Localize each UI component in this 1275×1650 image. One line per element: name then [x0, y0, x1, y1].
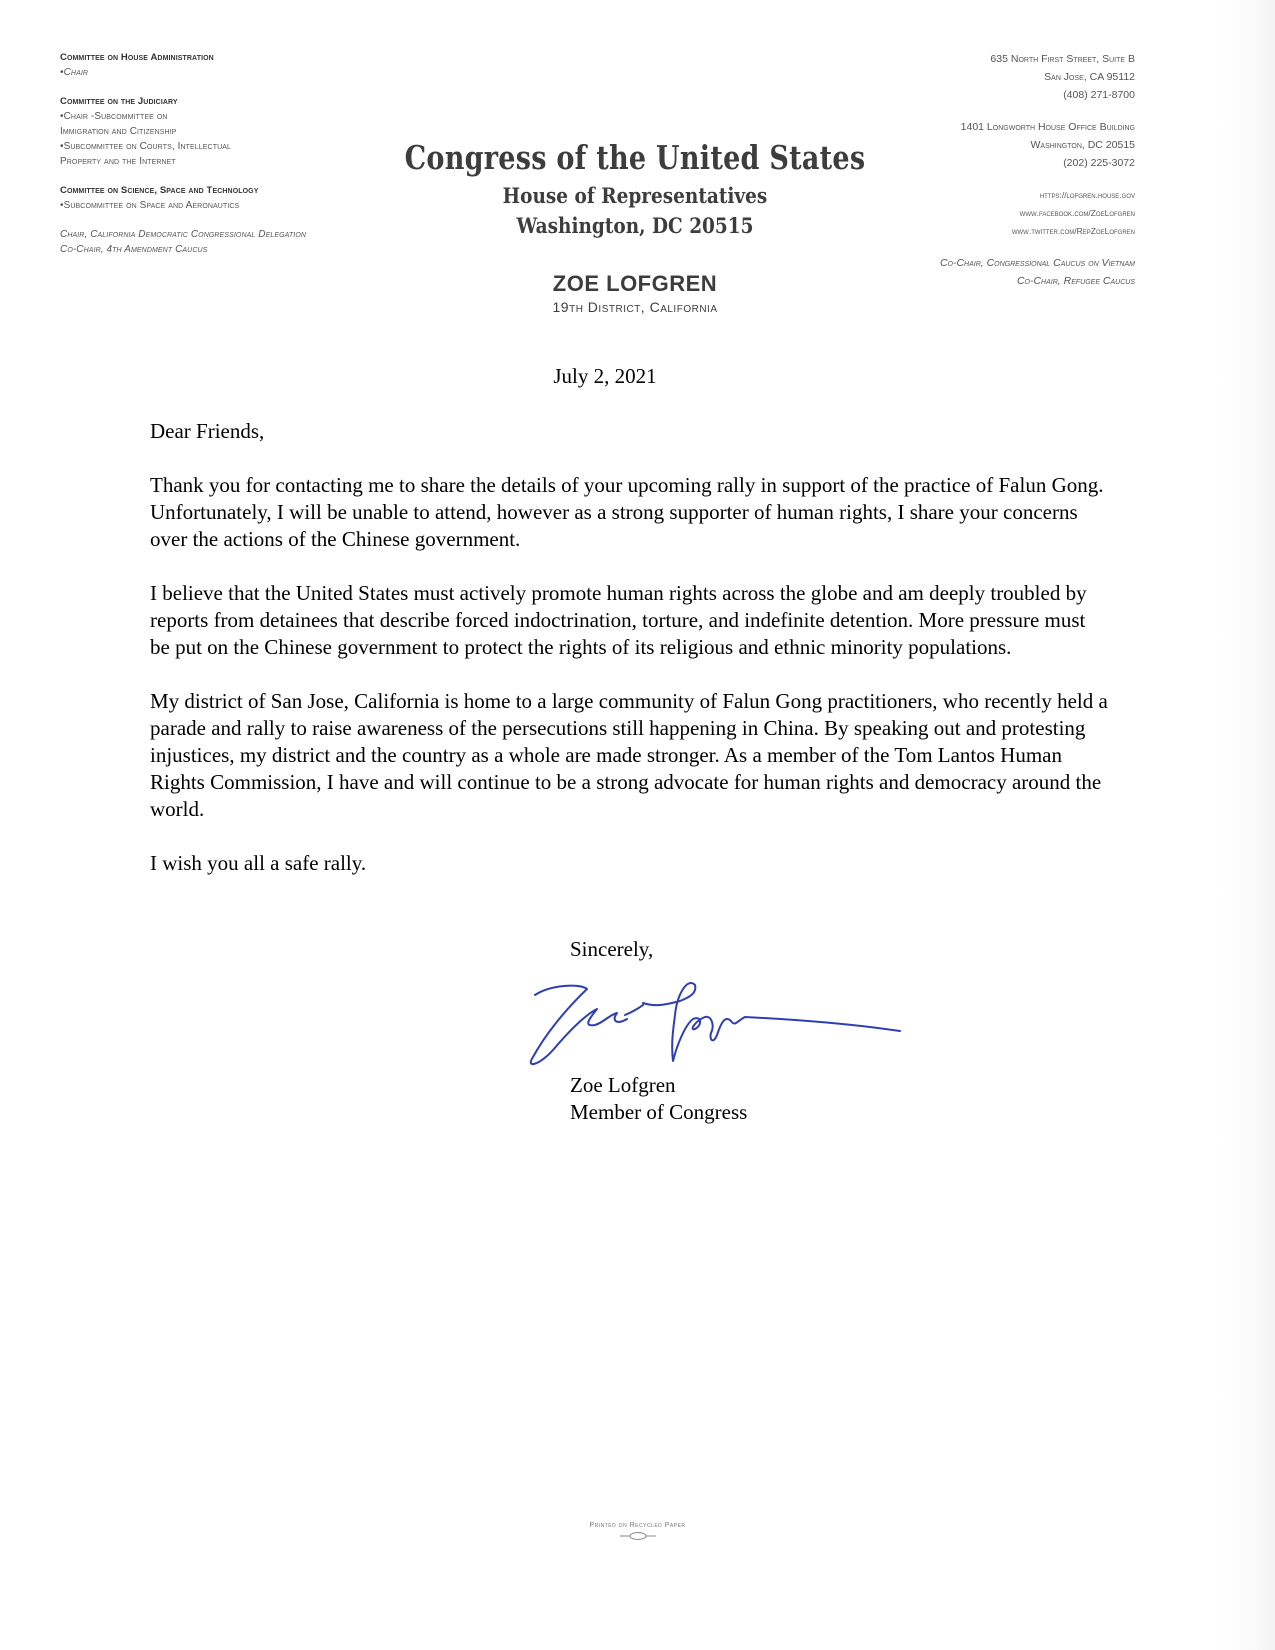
- office-phone: (202) 225-3072: [1063, 157, 1135, 169]
- committee-heading: Committee on House Administration: [60, 52, 214, 63]
- caucus-role: Co-Chair, 4th Amendment Caucus: [60, 244, 208, 255]
- letterhead-offices: [835, 50, 1135, 304]
- office-address-line: Washington, DC 20515: [1030, 139, 1135, 151]
- body-paragraph: Thank you for contacting me to share the details of your upcoming rally in support of the practice of Falun Gong. Unfortunately, I will be unable to attend, however as a strong supporter of human rights, I share your concerns over the actions of the Chinese government.: [150, 473, 1104, 551]
- office-phone: (408) 271-8700: [1063, 89, 1135, 101]
- dc-office: [835, 118, 1135, 172]
- committee-heading: Committee on Science, Space and Technology: [60, 185, 259, 196]
- body-paragraph: I believe that the United States must actively promote human rights across the globe and am deeply troubled by reports from detainees that describe forced indoctrination, torture, and indefinite detention. More pressure must be put on the Chinese government to protect the rights of its religious and ethnic minority populations.: [150, 581, 1087, 659]
- letter-body: [150, 418, 1110, 904]
- office-address-line: 1401 Longworth House Office Building: [960, 121, 1135, 133]
- website-link: https://lofgren.house.gov: [1039, 190, 1135, 200]
- letter-date: July 2, 2021: [553, 364, 657, 388]
- closing: Sincerely,: [570, 937, 654, 961]
- caucus-roles: [835, 254, 1135, 290]
- committee-role: •Subcommittee on Space and Aeronautics: [60, 200, 240, 211]
- committee-role: •Chair -Subcommittee on: [60, 111, 168, 122]
- capital-address: Washington, DC 20515: [516, 213, 754, 238]
- committee-role: •Subcommittee on Courts, Intellectual: [60, 141, 231, 152]
- footer-text: Printed on Recycled Paper: [589, 1522, 686, 1529]
- committee-heading: Committee on the Judiciary: [60, 96, 178, 107]
- signer-title: Member of Congress: [570, 1100, 748, 1124]
- office-address-line: 635 North First Street, Suite B: [990, 53, 1135, 65]
- committee-role: Property and the Internet: [60, 156, 176, 167]
- signer-block: [570, 1072, 970, 1126]
- committee-role: Immigration and Citizenship: [60, 126, 177, 137]
- district-label: 19th District, California: [552, 299, 718, 315]
- recycled-paper-icon: [618, 1531, 658, 1541]
- twitter-link: www.twitter.com/RepZoeLofgren: [1011, 226, 1135, 236]
- office-address-line: San Jose, CA 95112: [1044, 71, 1135, 83]
- signature: [525, 975, 905, 1075]
- body-paragraph: I wish you all a safe rally.: [150, 851, 367, 875]
- caucus-role: Co-Chair, Refugee Caucus: [1016, 275, 1135, 287]
- congress-title: Congress of the United States: [404, 138, 866, 177]
- body-paragraph: My district of San Jose, California is home to a large community of Falun Gong practitioners, who recently held a parade and rally to raise awareness of the persecutions still happening in China. By speaking out and protesting injustices, my district and the country as a whole are made stronger. As a member of the Tom Lantos Human Rights Commission, I have and will continue to be a strong advocate for human rights and democracy around the world.: [150, 689, 1108, 821]
- signer-name: Zoe Lofgren: [570, 1073, 676, 1097]
- committee-block: [60, 50, 400, 80]
- district-office: [835, 50, 1135, 104]
- representative-name: ZOE LOFGREN: [552, 271, 718, 296]
- page-edge-shadow: [1220, 0, 1275, 1650]
- house-title: House of Representatives: [502, 183, 768, 208]
- caucus-role: Co-Chair, Congressional Caucus on Vietnam: [939, 257, 1135, 269]
- facebook-link: www.facebook.com/ZoeLofgren: [1019, 208, 1135, 218]
- salutation: Dear Friends,: [150, 419, 265, 443]
- caucus-role: Chair, California Democratic Congressional Delegation: [60, 229, 307, 240]
- committee-role: •Chair: [60, 67, 89, 78]
- web-links: [835, 186, 1135, 240]
- recycled-paper-footer: [0, 1522, 1275, 1541]
